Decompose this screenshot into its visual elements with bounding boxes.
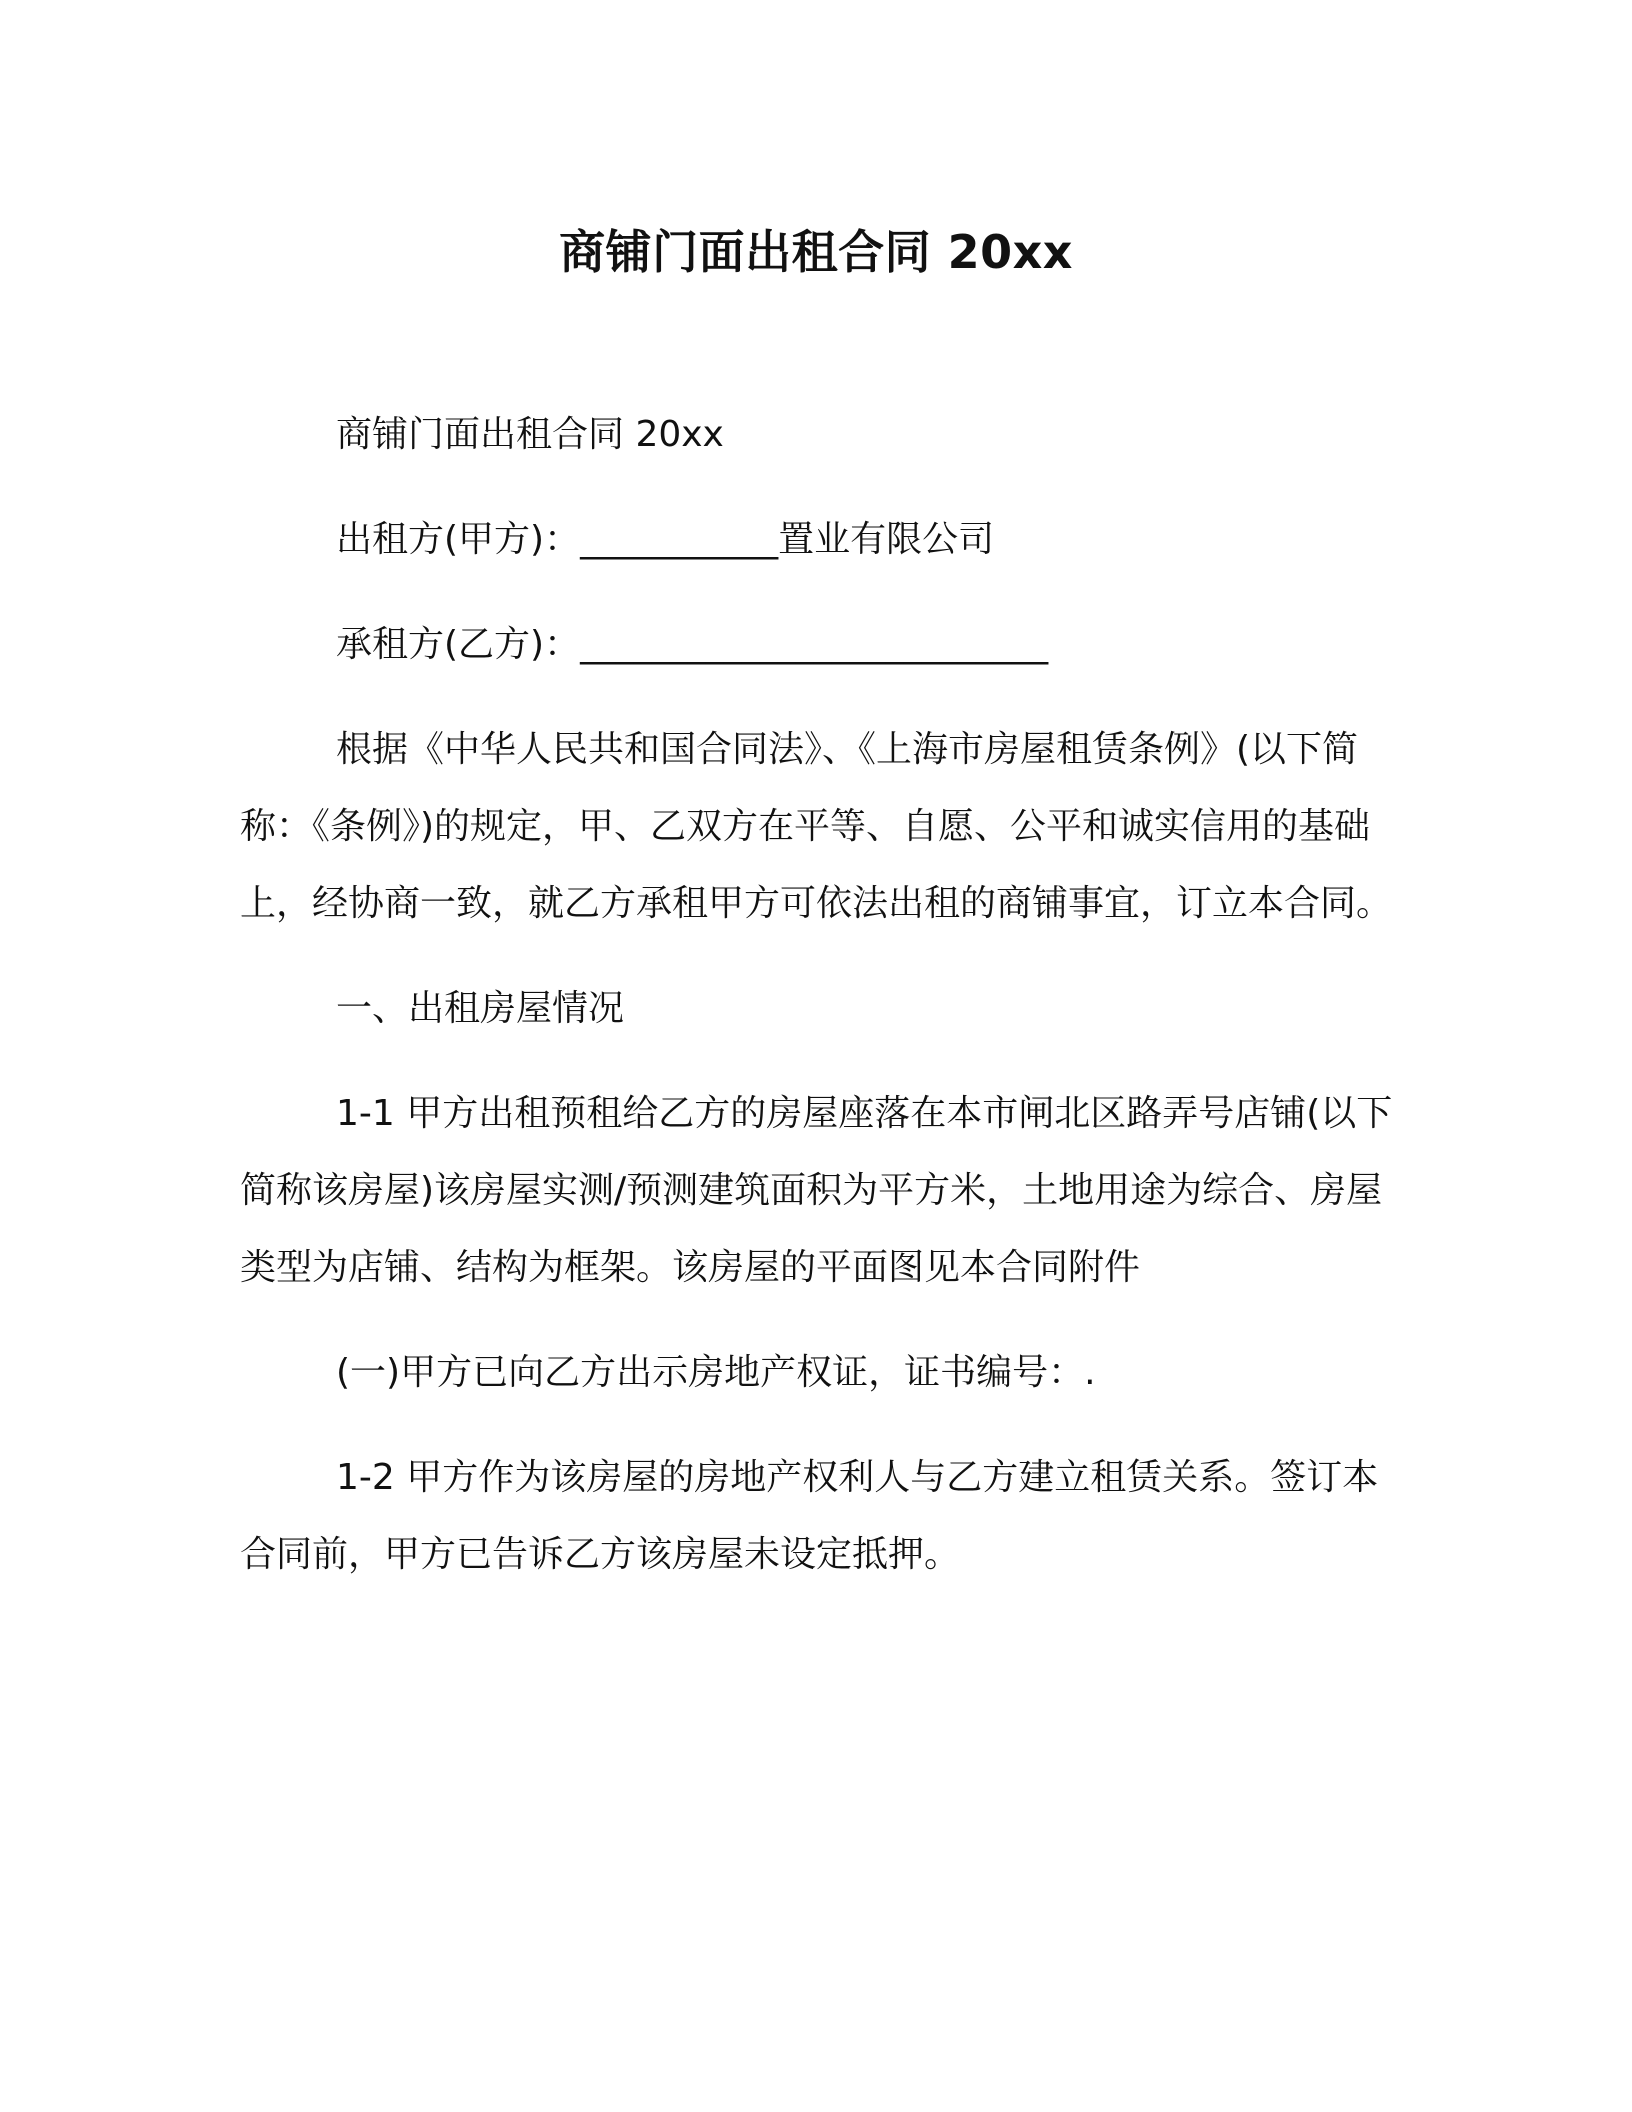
paragraph-clause-sub-1: (一)甲方已向乙方出示房地产权证，证书编号：. bbox=[336, 1352, 1096, 1393]
document-title: 商铺门面出租合同 20xx bbox=[559, 225, 1073, 279]
paragraph-lessee: 承租方(乙方)：__________________________ bbox=[336, 624, 1049, 665]
paragraph-preamble: 根据《中华人民共和国合同法》、《上海市房屋租赁条例》(以下简称：《条例》)的规定，甲、乙双方在平等、自愿、公平和诚实信用的基础上，经协商一致，就乙方承租甲方可依法出租的商铺事宜，订立本合同。 bbox=[240, 729, 1393, 924]
paragraph-clause-1-1: 1-1 甲方出租预租给乙方的房屋座落在本市闸北区路弄号店铺(以下简称该房屋)该房屋实测/预测建筑面积为平方米，土地用途为综合、房屋类型为店铺、结构为框架。该房屋的平面图见本合同附件 bbox=[240, 1093, 1393, 1288]
paragraph-lessor: 出租方(甲方)：___________置业有限公司 bbox=[336, 519, 995, 560]
section-heading-1: 一、出租房屋情况 bbox=[336, 988, 625, 1029]
document-body bbox=[240, 396, 1400, 1621]
paragraph-clause-1-2: 1-2 甲方作为该房屋的房地产权利人与乙方建立租赁关系。签订本合同前，甲方已告诉乙方该房屋未设定抵押。 bbox=[240, 1457, 1379, 1575]
paragraph-subtitle: 商铺门面出租合同 20xx bbox=[336, 414, 724, 455]
